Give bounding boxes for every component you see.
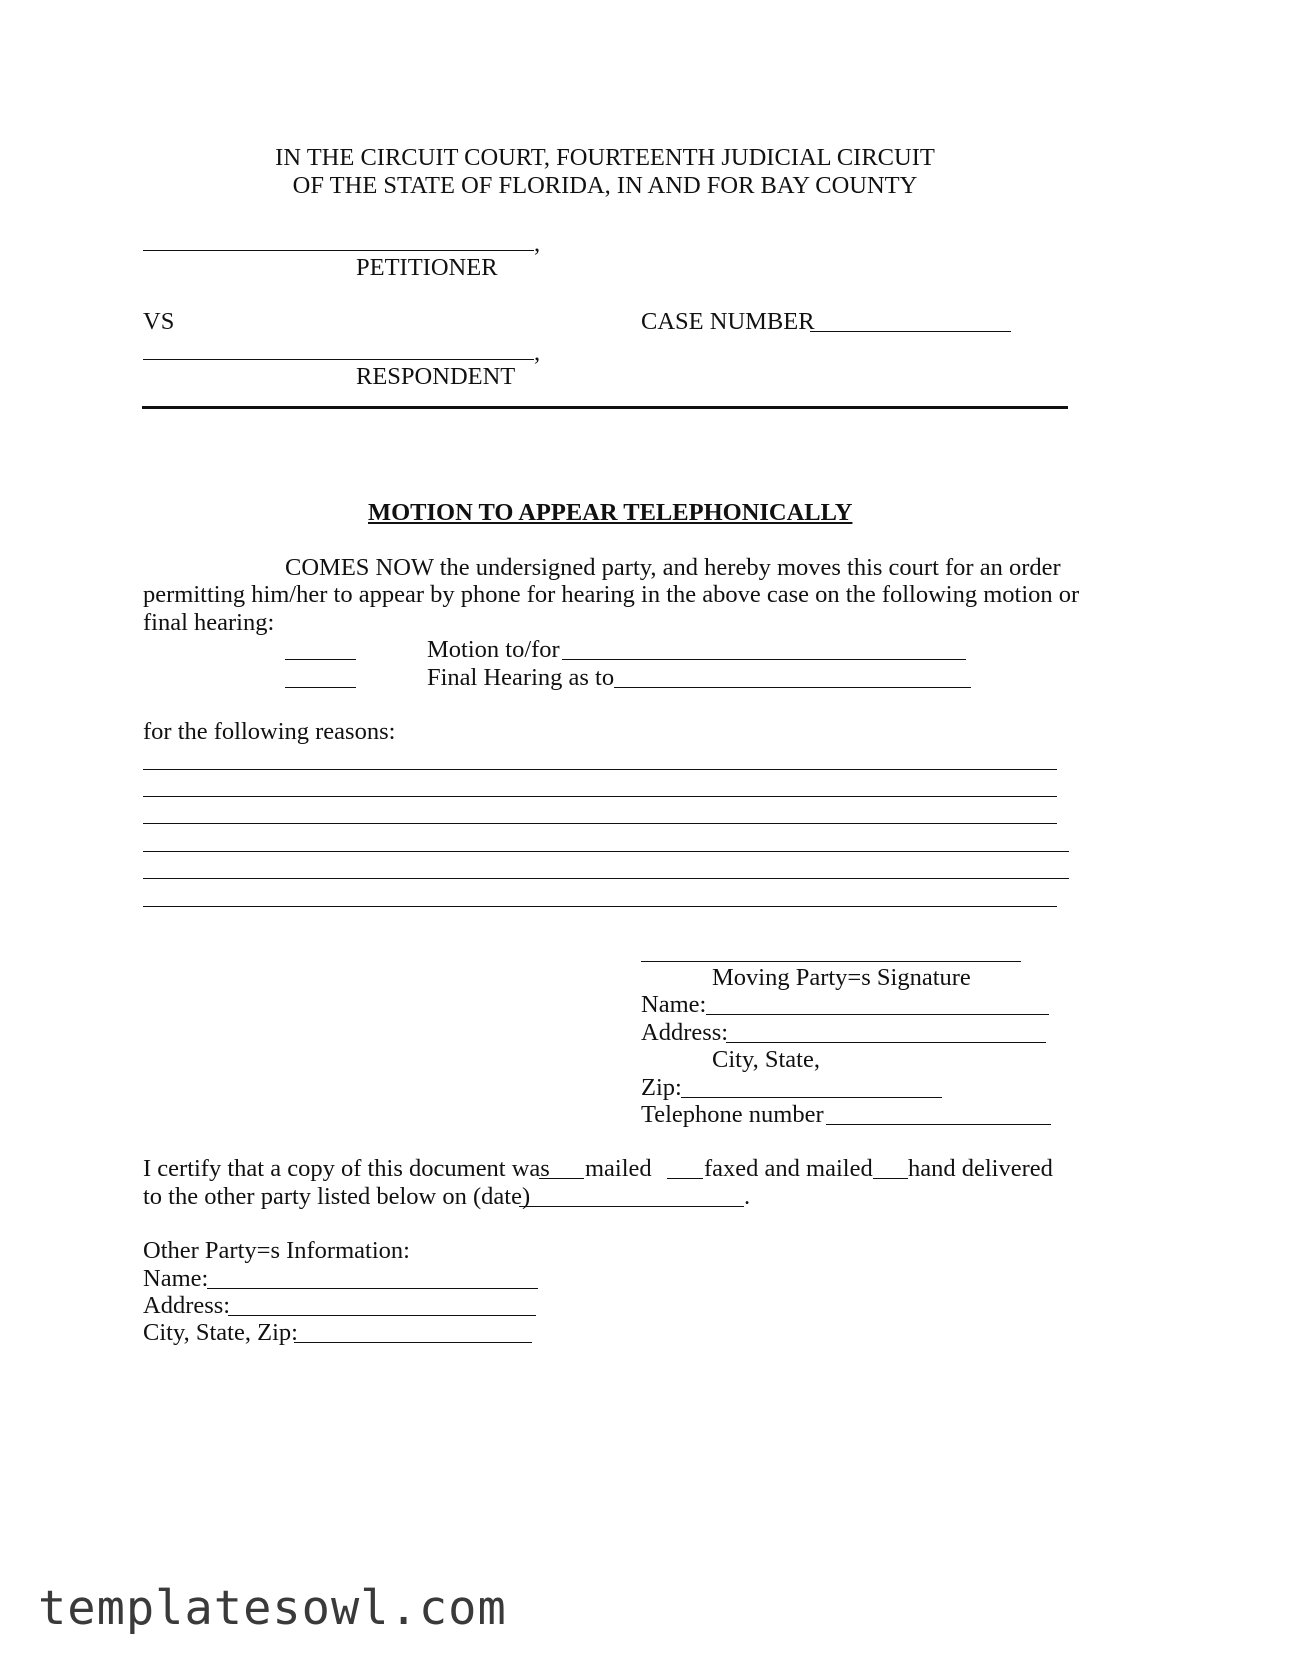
certificate-date-text: to the other party listed below on (date) [143,1183,531,1210]
moving-party-zip-line[interactable] [681,1097,942,1098]
certificate-text: I certify that a copy of this document was [143,1155,550,1182]
final-hearing-checkbox-line[interactable] [285,687,356,688]
vs-label: VS [143,308,175,335]
final-hearing-input-line[interactable] [614,687,971,688]
caption-divider [142,406,1068,409]
respondent-label: RESPONDENT [356,363,516,390]
faxed-checkbox-line[interactable] [667,1178,703,1179]
respondent-name-line[interactable] [143,359,534,360]
motion-body-line-3: final hearing: [143,609,275,636]
signature-label: Moving Party=s Signature [712,964,971,991]
moving-party-name-label: Name: [641,991,707,1018]
moving-party-address-line[interactable] [726,1042,1046,1043]
reasons-line-6[interactable] [143,906,1057,907]
certificate-date-line[interactable] [519,1206,744,1207]
other-party-heading: Other Party=s Information: [143,1237,410,1264]
petitioner-comma: , [534,230,541,257]
respondent-comma: , [534,339,541,366]
moving-party-zip-label: Zip: [641,1074,682,1101]
other-party-name-label: Name: [143,1265,209,1292]
other-party-address-label: Address: [143,1292,231,1319]
reasons-label: for the following reasons: [143,718,396,745]
hand-delivered-checkbox-line[interactable] [873,1178,908,1179]
hand-delivered-label: hand delivered [908,1155,1053,1182]
final-hearing-label: Final Hearing as to [427,664,615,691]
mailed-label: mailed [585,1155,652,1182]
signature-line[interactable] [641,961,1021,962]
court-header-line-2: OF THE STATE OF FLORIDA, IN AND FOR BAY COUNTY [292,172,918,199]
reasons-line-5[interactable] [143,878,1069,879]
watermark-text: templatesowl.com [38,1581,507,1636]
petitioner-name-line[interactable] [143,250,534,251]
moving-party-telephone-line[interactable] [826,1124,1051,1125]
motion-option-label: Motion to/for [427,636,560,663]
reasons-line-3[interactable] [143,823,1057,824]
motion-title: MOTION TO APPEAR TELEPHONICALLY [368,499,853,526]
certificate-period: . [744,1183,751,1210]
case-number-label: CASE NUMBER [641,308,815,335]
mailed-checkbox-line[interactable] [539,1178,584,1179]
other-party-name-line[interactable] [207,1288,538,1289]
moving-party-city-state-label: City, State, [712,1046,820,1073]
reasons-line-2[interactable] [143,796,1057,797]
other-party-city-state-zip-label: City, State, Zip: [143,1319,298,1346]
other-party-city-state-zip-line[interactable] [294,1342,532,1343]
case-number-line[interactable] [810,331,1011,332]
motion-option-input-line[interactable] [562,659,966,660]
petitioner-label: PETITIONER [356,254,498,281]
motion-body-line-2: permitting him/her to appear by phone for hearing in the above case on the following motion or [143,581,1080,608]
reasons-line-4[interactable] [143,851,1069,852]
motion-body-line-1: COMES NOW the undersigned party, and hereby moves this court for an order [285,554,1061,581]
moving-party-name-line[interactable] [706,1014,1049,1015]
court-header-line-1: IN THE CIRCUIT COURT, FOURTEENTH JUDICIAL CIRCUIT [275,144,935,171]
moving-party-address-label: Address: [641,1019,729,1046]
moving-party-telephone-label: Telephone number [641,1101,824,1128]
motion-option-checkbox-line[interactable] [285,659,356,660]
faxed-label: faxed and mailed [704,1155,873,1182]
other-party-address-line[interactable] [228,1315,536,1316]
reasons-line-1[interactable] [143,769,1057,770]
